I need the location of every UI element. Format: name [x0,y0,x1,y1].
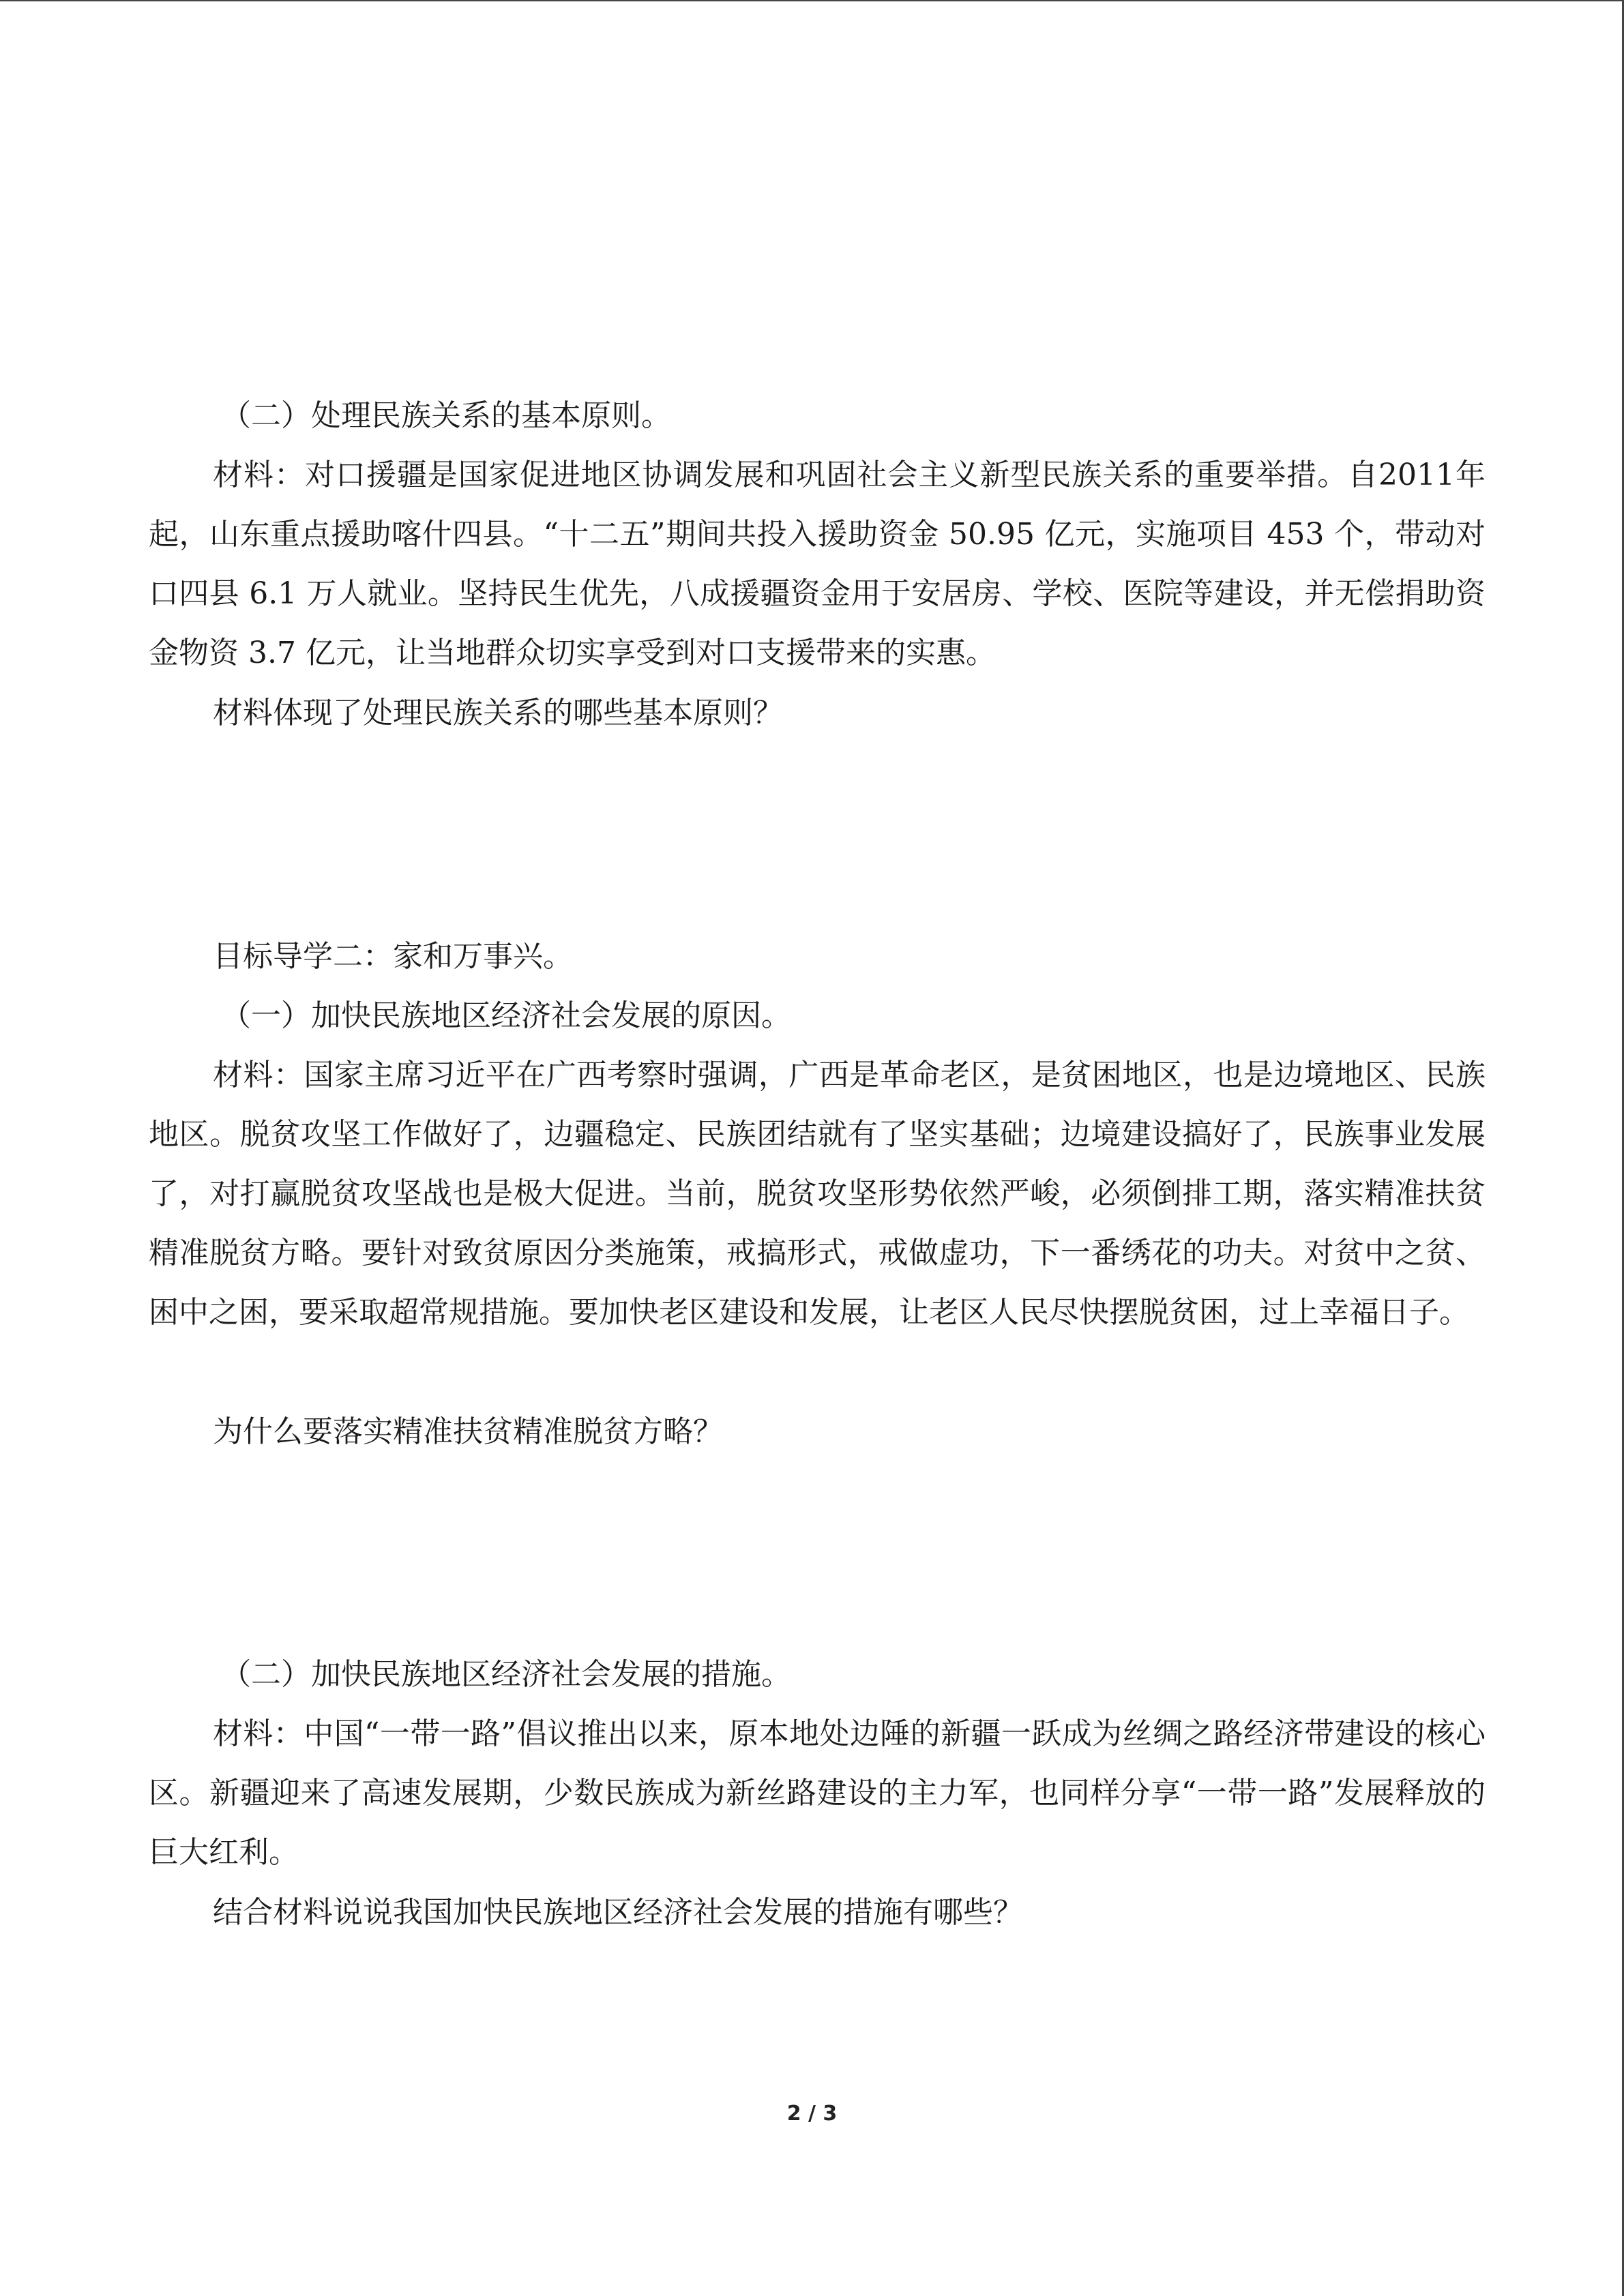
section1-material: 材料：对口援疆是国家促进地区协调发展和巩固社会主义新型民族关系的重要举措。自2011年起，山东重点援助喀什四县。“十二五”期间共投入援助资金 50.95 亿元，实施项目 453 个，带动对口四县 6.1 万人就业。坚持民生优先，八成援疆资金用于安居房、学校、医院等建设，并无偿捐助资金物资 3.7 亿元，让当地群众切实享受到对口支援带来的实惠。 [149,458,1486,670]
section1-heading: （二）处理民族关系的基本原则。 [221,398,671,433]
section2-question: 为什么要落实精准扶贫精准脱贫方略？ [213,1414,723,1449]
section2-heading: （一）加快民族地区经济社会发展的原因。 [221,998,791,1033]
section1-question: 材料体现了处理民族关系的哪些基本原则？ [213,696,783,730]
section3-material: 材料：中国“一带一路”倡议推出以来，原本地处边陲的新疆一跃成为丝绸之路经济带建设的核心区。新疆迎来了高速发展期，少数民族成为新丝路建设的主力军，也同样分享“一带一路”发展释放的巨大红利。 [149,1716,1486,1870]
page-number: 2 / 3 [786,2102,838,2126]
section2-goal: 目标导学二：家和万事兴。 [213,939,573,974]
section3-question: 结合材料说说我国加快民族地区经济社会发展的措施有哪些？ [213,1895,1023,1930]
section3-heading: （二）加快民族地区经济社会发展的措施。 [221,1657,791,1692]
section2-material: 材料：国家主席习近平在广西考察时强调，广西是革命老区，是贫困地区，也是边境地区、民族地区。脱贫攻坚工作做好了，边疆稳定、民族团结就有了坚实基础；边境建设搞好了，民族事业发展了，对打赢脱贫攻坚战也是极大促进。当前，脱贫攻坚形势依然严峻，必须倒排工期，落实精准扶贫精准脱贫方略。要针对致贫原因分类施策，戒搞形式，戒做虚功，下一番绣花的功夫。对贫中之贫、困中之困，要采取超常规措施。要加快老区建设和发展，让老区人民尽快摆脱贫困，过上幸福日子。 [149,1058,1486,1330]
page-top-border [0,0,1624,1]
